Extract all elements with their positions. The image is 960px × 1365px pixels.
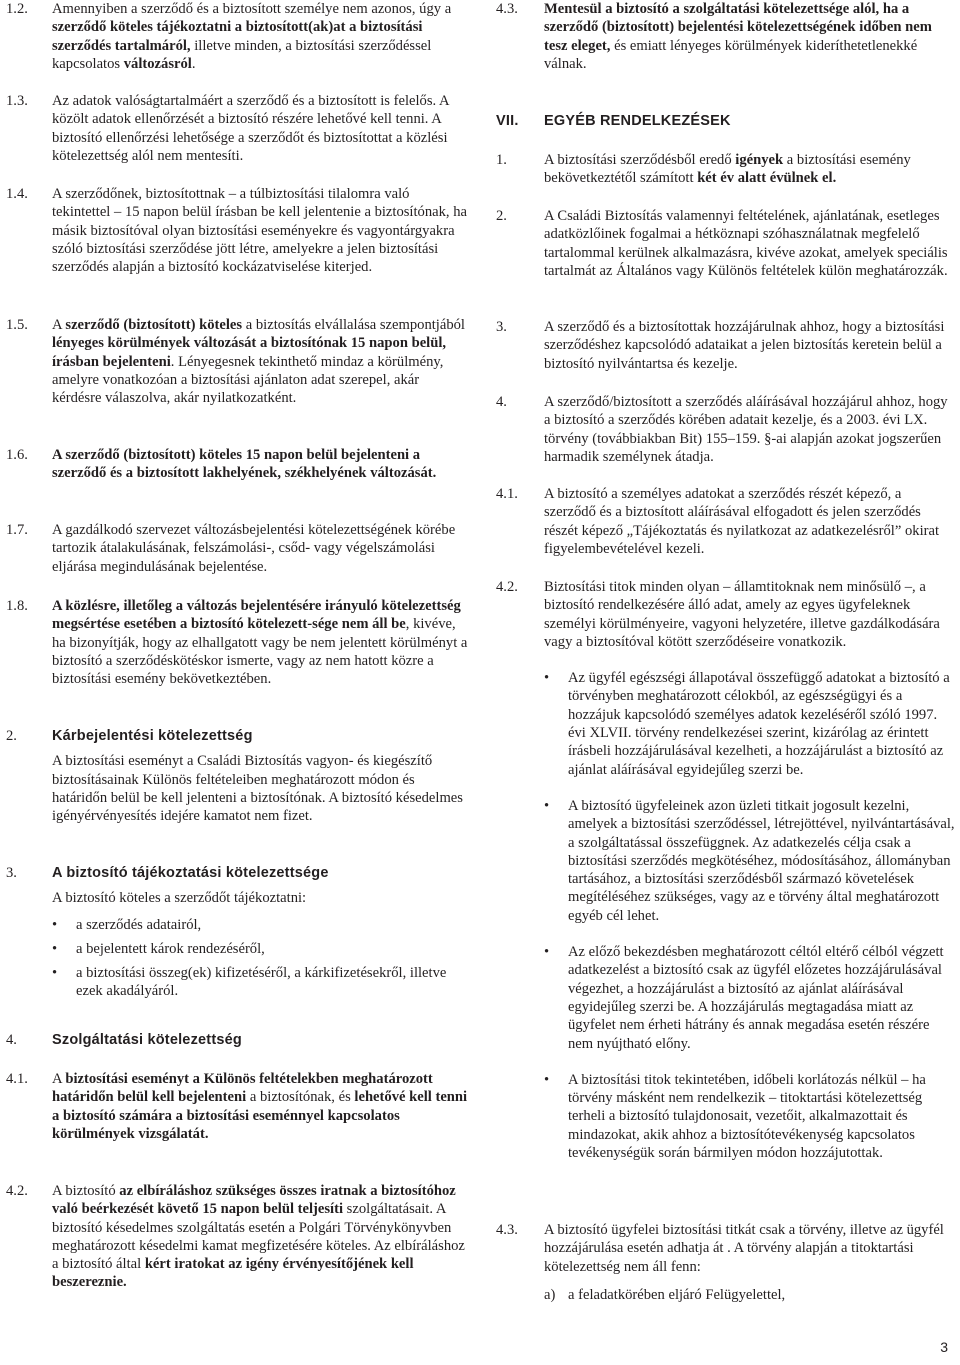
- section-vii-2: [496, 207, 956, 280]
- list-item: • a biztosítási összeg(ek) kifizetéséről, a kárkifizetésekről, illetve ezek akadályáról.: [52, 964, 468, 1001]
- section-1-7: [6, 521, 468, 576]
- section-number: 4.3.: [496, 1222, 518, 1238]
- section-number: 2.: [496, 208, 507, 224]
- section-text: A biztosítási eseményt a Különös feltételekben meghatározott határidőn belül kell bejelenteni a biztosítónak, és lehetővé kell tenni a biztosító számára a biztosítási eseménnyel kapcsolatos körülmények vizsgálatát.: [52, 1071, 468, 1142]
- list-item: • a bejelentett károk rendezéséről,: [52, 940, 468, 958]
- section-text: A szerződő (biztosított) köteles 15 napon belül bejelenteni a szerződő és a biztosított lakhelyének, székhelyének változását.: [52, 447, 437, 482]
- section-number: 1.2.: [6, 1, 28, 17]
- section-text: A gazdálkodó szervezet változásbejelentési kötelezettségének körébe tartozik átalakulásának, felszámolási-, csőd- vagy végelszámolási eljárása megindulásának bejelentése.: [52, 522, 456, 575]
- section-number: 1.7.: [6, 522, 28, 538]
- section-text: Biztosítási titok minden olyan – államtitoknak nem minősülő –, a biztosító rendelkezésére álló adat, amely az egyes ügyfeleknek személyi körülményeire, vagyoni helyzetére, illetve gazdálkodására vagy a biztosítóval kötött szerződéseire vonatkozik.: [544, 579, 940, 650]
- page-number: 3: [940, 1339, 948, 1355]
- section-vii-4-3: [496, 1221, 956, 1304]
- section-text: A biztosítási eseményt a Családi Biztosítás vagyon- és kiegészítő biztosításainak Különös feltételeiben meghatározott módon és határidőn belül be kell jelenteni a biztosítónak. A biztosító késedelmes igényérvényesítés idejére kamatot nem fizet.: [52, 753, 463, 825]
- section-text: A biztosítási szerződésből eredő igények a biztosítási esemény bekövetkeztétől számított két év alatt évülnek el.: [544, 152, 911, 187]
- section-number: 1.3.: [6, 93, 28, 109]
- section-1-6: [6, 446, 468, 483]
- section-number: 1.5.: [6, 317, 28, 333]
- section-number: 4.1.: [496, 486, 518, 502]
- section-text: A biztosító a személyes adatokat a szerződés részét képező, a szerződő és a biztosított aláírásával elfogadott és jelen szerződés részét képező „Tájékoztatás és nyilatkozat az adatkezelésről” okirat figyelembevételével kezeli.: [544, 486, 940, 557]
- section-4: [6, 1031, 468, 1049]
- section-vii: [496, 112, 956, 130]
- section-1-5: [6, 316, 468, 407]
- bullet-list: [544, 669, 956, 1162]
- section-number: 4.: [6, 1032, 17, 1048]
- list-item: • Az előző bekezdésben meghatározott céltól eltérő célból végzett adatkezelést a biztosító csak az ügyfél előzetes hozzájárulásával végezhet, a hozzájárulást a biztosító az ajánlat aláírásával egyidejűleg szerzi be. A hozzájárulás megtagadása miatt az ügyfelet nem érheti hátrány és annak megadása esetén részére nem nyújtható előny.: [544, 943, 956, 1053]
- section-number: 3.: [496, 319, 507, 335]
- list-item: • A biztosító ügyfeleinek azon üzleti titkait jogosult kezelni, amelyek a biztosítási szerződéssel, létrejöttével, nyilvántartásával, a szolgáltatással összefüggnek. Az adatkezelés célja csak a biztosítási szerződés megkötéséhez, módosításához, állományban tartásához, a biztosítási szerződésből származó követelések megítéléséhez szükséges, vagy az e törvény által meghatározott egyéb cél lehet.: [544, 797, 956, 925]
- section-1-3: [6, 92, 468, 165]
- section-number: 4.2.: [6, 1183, 28, 1199]
- section-heading: Kárbejelentési kötelezettség: [52, 728, 253, 744]
- section-number: 1.: [496, 152, 507, 168]
- section-number: 4.3.: [496, 1, 518, 17]
- section-number: 4.1.: [6, 1071, 28, 1087]
- section-number: 4.: [496, 394, 507, 410]
- section-number: VII.: [496, 113, 519, 129]
- section-number: 1.4.: [6, 186, 28, 202]
- section-text: A biztosító ügyfelei biztosítási titkát csak a törvény, illetve az ügyfél hozzájárulása esetén adhatja át . A törvény alapján a titoktartási kötelezettség nem áll fenn:: [544, 1222, 944, 1275]
- lettered-item: [544, 1286, 956, 1304]
- section-text: A közlésre, illetőleg a változás bejelentésére irányuló kötelezettség megsértése esetében a biztosító kötelezett-sége nem áll be, kivéve, ha bizonyítják, hogy az elhallgatott vagy be nem jelentett körülményt a biztosító a szerződéskötéskor ismerte, vagy az nem hatott közre a biztosítási esemény bekövetkeztében.: [52, 598, 468, 688]
- section-1-8: [6, 597, 468, 688]
- section-text: A szerződő (biztosított) köteles a biztosítás elvállalása szempontjából lényeges körülmények változását a biztosítónak 15 napon belül, írásban bejelenteni. Lényegesnek tekinthető mindaz a körülmény, amelyre vonatkozóan a biztosítási ajánlaton adat szerepel, akár kérdésre válaszolva, akár nyilatkozatként.: [52, 317, 465, 407]
- section-vii-4-1: [496, 485, 956, 558]
- section-number: 4.2.: [496, 579, 518, 595]
- section-heading: A biztosító tájékoztatási kötelezettsége: [52, 865, 329, 881]
- section-text: A biztosító az elbíráláshoz szükséges összes iratnak a biztosítóhoz való beérkezését követő 15 napon belül teljesíti szolgáltatásait. A biztosító késedelmes szolgáltatás esetén a Polgári Törvénykönyvben meghatározott késedelmi kamat megfizetésére köteles. Az elbíráláshoz a biztosító által kért iratokat az igény érvényesítőjének kell beszereznie.: [52, 1183, 465, 1291]
- bullet-list: [52, 916, 468, 1001]
- list-item: • Az ügyfél egészségi állapotával összefüggő adatokat a biztosító a törvényben meghatározott célokból, az egészségügyi és a hozzájuk kapcsolódó személyes adatok kezeléséről szóló 1997. évi XLVII. törvény rendelkezései szerint, kizárólag az érintett írásbeli hozzájárulásával kezelheti, a hozzájárulást a biztosító az ajánlat aláírásával egyidejűleg szerzi be.: [544, 669, 956, 779]
- section-text: Amennyiben a szerződő és a biztosított személye nem azonos, úgy a szerződő köteles tájékoztatni a biztosított(ak)at a biztosítási szerződés tartalmáról, illetve minden, a biztosítási szerződéssel kapcsolatos változásról.: [52, 1, 452, 72]
- section-text: A szerződő és a biztosítottak hozzájárulnak ahhoz, hogy a biztosítási szerződéshez kapcsolódó adataikat a jelen biztosítás keretein belül a biztosító nyilvántartsa és kezelje.: [544, 319, 945, 372]
- section-vii-3: [496, 318, 956, 373]
- section-1-4: [6, 185, 468, 276]
- section-intro: A biztosító köteles a szerződőt tájékoztatni:: [52, 890, 307, 907]
- list-item: • A biztosítási titok tekintetében, időbeli korlátozás nélkül – ha törvény másként nem rendelkezik – titoktartási kötelezettség terheli a biztosító tulajdonosait, vezetőit, alkalmazottait és mindazokat, akik ahhoz a biztosítótevékenység kapcsolatos tevékenységük során bármilyen módon hozzájutottak.: [544, 1071, 956, 1162]
- section-2: [6, 727, 468, 825]
- section-number: 2.: [6, 728, 17, 744]
- section-text: Az adatok valóságtartalmáért a szerződő és a biztosított is felelős. A közölt adatok ellenőrzését a biztosító részére lehetővé kell tenni. A biztosító ellenőrzési lehetősége a szerződőt és biztosítottat a közlési kötelezettség alól nem mentesíti.: [52, 93, 449, 164]
- section-number: 1.6.: [6, 447, 28, 463]
- section-4-3: [496, 0, 956, 73]
- item-marker: a): [544, 1286, 556, 1303]
- section-vii-4: [496, 393, 956, 466]
- section-text: A szerződő/biztosított a szerződés aláírásával hozzájárul ahhoz, hogy a biztosító a szerződés körében adatait kezelje, és a 2003. évi LX. törvény (továbbiakban Bit) 155–159. §-ai alapján azokat jogszerűen harmadik személynek átadja.: [544, 394, 948, 465]
- list-item: • a szerződés adatairól,: [52, 916, 468, 934]
- section-1-2: [6, 0, 468, 73]
- section-text: A Családi Biztosítás valamennyi feltételének, ajánlatának, esetleges adatközlőinek fogalmai a hétköznapi szóhasználatnak megfelelő tartalommal kerülnek alkalmazásra, kivéve azokat, amelyek speciális tartalmát az Általános vagy Különös feltételek külön meghatározzák.: [544, 208, 948, 279]
- section-4-2: [6, 1182, 468, 1292]
- section-text: Mentesül a biztosító a szolgáltatási kötelezettsége alól, ha a szerződő (biztosított) bejelentési kötelezettségének időben nem tesz eleget, és emiatt lényeges körülmények kideríthetetlenekké válnak.: [544, 1, 932, 72]
- section-number: 1.8.: [6, 598, 28, 614]
- item-text: a feladatkörében eljáró Felügyelettel,: [568, 1286, 786, 1303]
- section-4-1: [6, 1070, 468, 1143]
- section-text: A szerződőnek, biztosítottnak – a túlbiztosítási tilalomra való tekintettel – 15 napon belül írásban be kell jelentenie a biztosítónak, ha másik biztosítóval olyan biztosítási eseményekre és vagyontárgyakra szóló biztosítási szerződése jött létre, amelyekre a jelen biztosítási szerződés alapján a biztosító kockázatviselése kiterjed.: [52, 186, 467, 276]
- section-3: [6, 864, 468, 1007]
- section-heading: EGYÉB RENDELKEZÉSEK: [544, 113, 731, 129]
- section-vii-1: [496, 151, 956, 188]
- section-vii-4-2: [496, 578, 956, 1180]
- section-heading: Szolgáltatási kötelezettség: [52, 1032, 242, 1048]
- section-number: 3.: [6, 865, 17, 881]
